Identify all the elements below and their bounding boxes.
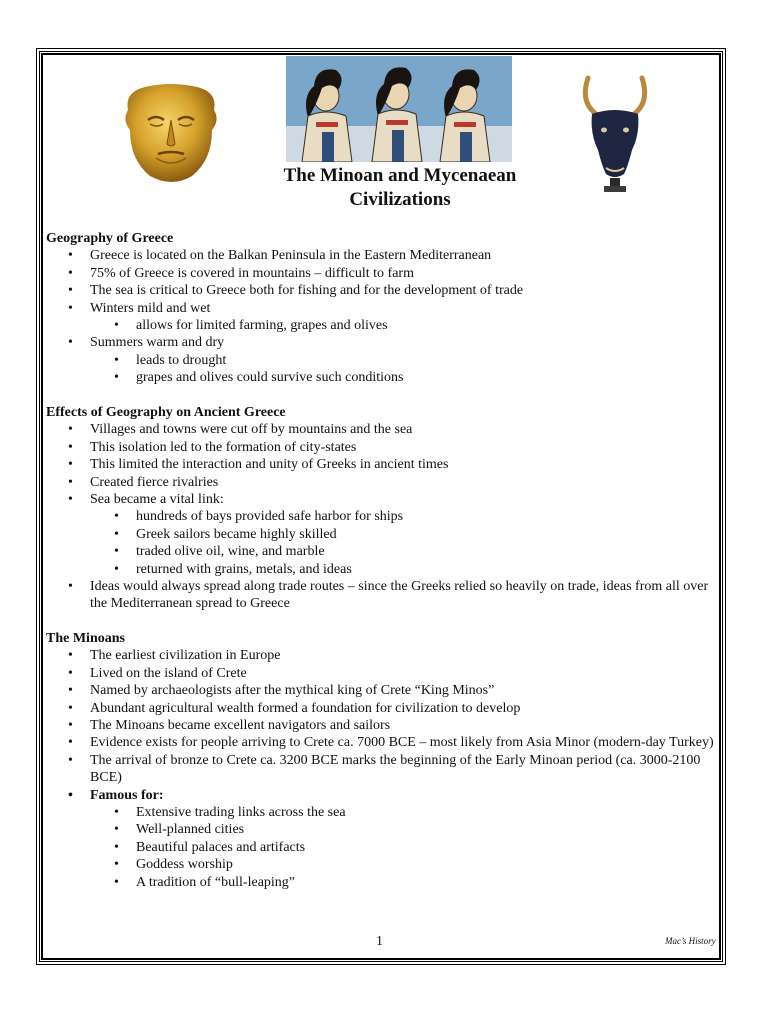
list-item: • Lived on the island of Crete [46, 665, 726, 682]
sub-list-item: • Goddess worship [46, 856, 726, 873]
list-item: • Abundant agricultural wealth formed a foundation for civilization to develop [46, 700, 726, 717]
title-line-2: Civilizations [349, 189, 451, 210]
page-number: 1 [376, 934, 383, 949]
sub-list-item: • Beautiful palaces and artifacts [46, 839, 726, 856]
section-heading: Effects of Geography on Ancient Greece [46, 405, 286, 420]
sub-list-item: • leads to drought [46, 352, 726, 369]
sub-list-item: • grapes and olives could survive such conditions [46, 369, 726, 386]
minoan-fresco-ladies-icon [286, 56, 512, 162]
list-item: • Evidence exists for people arriving to Crete ca. 7000 BCE – most likely from Asia Minor (modern-day Turkey) [46, 734, 726, 751]
list-item: • Ideas would always spread along trade routes – since the Greeks relied so heavily on trade, ideas from all over the Mediterranean spread to Greece [46, 578, 726, 613]
footer-credit: Mac’s History [665, 936, 716, 946]
list-item: • Named by archaeologists after the mythical king of Crete “King Minos” [46, 682, 726, 699]
sub-list-item: • Greek sailors became highly skilled [46, 526, 726, 543]
title-line-1: The Minoan and Mycenaean [283, 165, 517, 186]
list-item: • The Minoans became excellent navigators and sailors [46, 717, 726, 734]
section-heading: The Minoans [46, 631, 125, 646]
list-item: • Sea became a vital link: [46, 491, 726, 508]
list-item: • Villages and towns were cut off by mountains and the sea [46, 421, 726, 438]
section-effects [46, 404, 726, 613]
list-item: • Created fierce rivalries [46, 474, 726, 491]
gold-funeral-mask-icon [120, 80, 222, 186]
sub-list-item: • A tradition of “bull-leaping” [46, 874, 726, 891]
list-item: • The sea is critical to Greece both for fishing and for the development of trade [46, 282, 726, 299]
list-item: • Winters mild and wet [46, 300, 726, 317]
sub-list-item: • traded olive oil, wine, and marble [46, 543, 726, 560]
list-item-famous-for: • Famous for: [46, 787, 726, 804]
list-item: • This limited the interaction and unity of Greeks in ancient times [46, 456, 726, 473]
list-item: • This isolation led to the formation of city-states [46, 439, 726, 456]
sub-list-item: • hundreds of bays provided safe harbor for ships [46, 508, 726, 525]
page-title [210, 164, 590, 212]
section-geography [46, 230, 726, 387]
section-heading: Geography of Greece [46, 231, 174, 246]
sub-list-item: • returned with grains, metals, and ideas [46, 561, 726, 578]
list-item: • Greece is located on the Balkan Peninsula in the Eastern Mediterranean [46, 247, 726, 264]
sub-list-item: • allows for limited farming, grapes and olives [46, 317, 726, 334]
sub-list-item: • Extensive trading links across the sea [46, 804, 726, 821]
list-item: • 75% of Greece is covered in mountains – difficult to farm [46, 265, 726, 282]
section-minoans [46, 630, 726, 891]
list-item: • Summers warm and dry [46, 334, 726, 351]
sub-list-item: • Well-planned cities [46, 821, 726, 838]
list-item: • The arrival of bronze to Crete ca. 3200 BCE marks the beginning of the Early Minoan period (ca. 3000-2100 BCE) [46, 752, 726, 787]
list-item: • The earliest civilization in Europe [46, 647, 726, 664]
